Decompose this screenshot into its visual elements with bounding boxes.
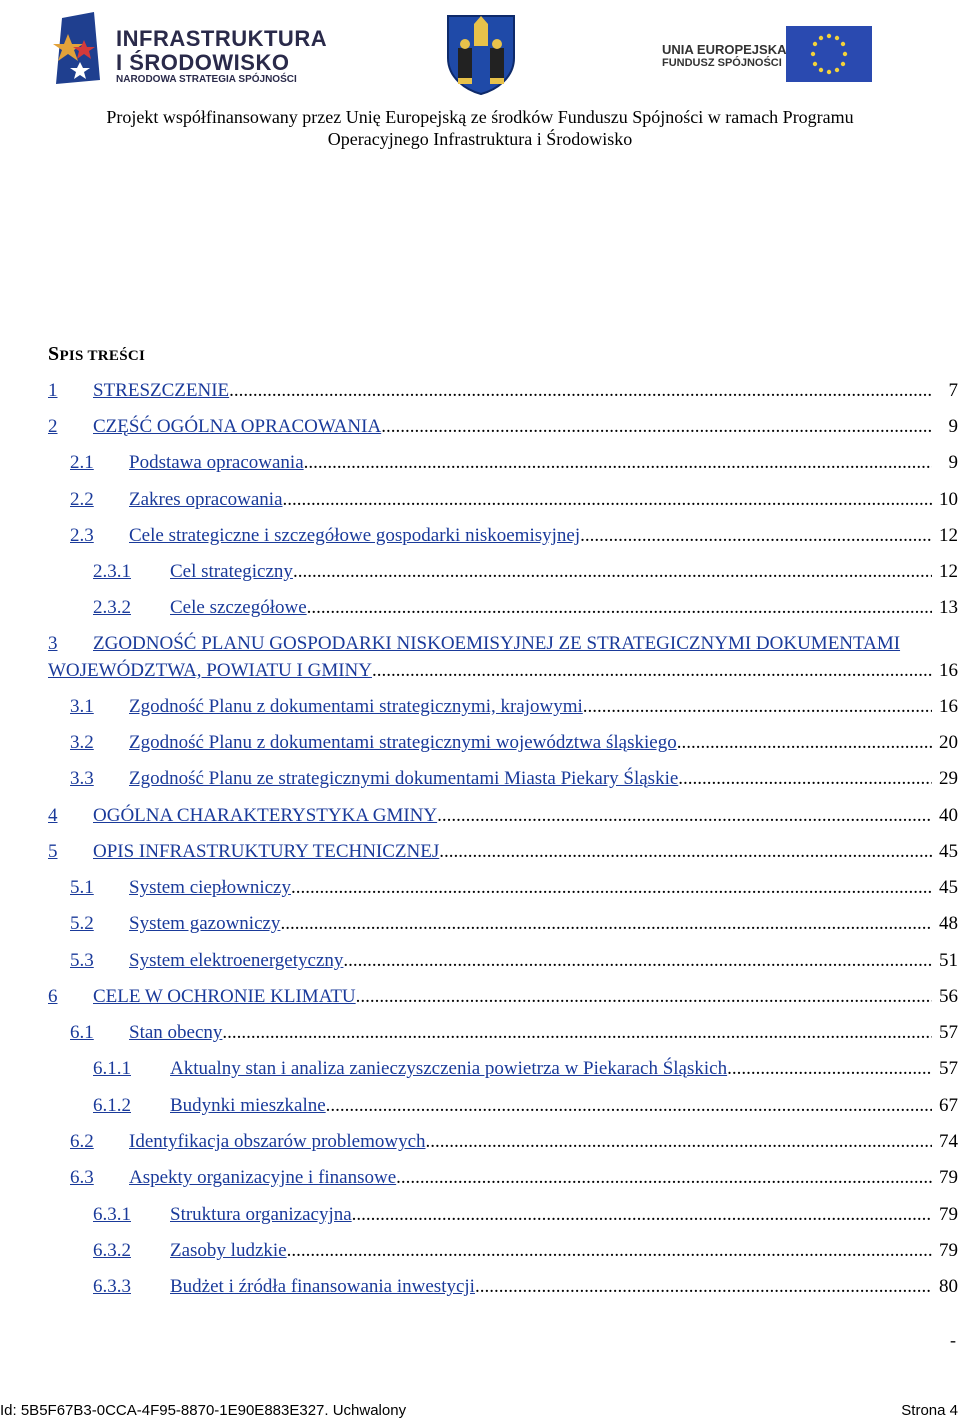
toc-entry-number[interactable]: 4 — [48, 805, 58, 826]
toc-entry-page: 57 — [939, 1022, 958, 1043]
toc-dot-leader — [343, 949, 932, 973]
toc-entry-number[interactable]: 3 — [48, 633, 58, 654]
toc-entry[interactable] — [48, 912, 958, 936]
toc-entry-number[interactable]: 5.1 — [70, 877, 94, 898]
toc-entry-number[interactable]: 1 — [48, 380, 58, 401]
toc-entry-page: 12 — [939, 525, 958, 546]
logo-right-line2: FUNDUSZ SPÓJNOŚCI — [662, 57, 782, 69]
toc-entry-number[interactable]: 6.1.2 — [93, 1095, 131, 1116]
toc-entry[interactable] — [48, 1021, 958, 1045]
toc-entry-title[interactable]: Cel strategiczny — [170, 561, 293, 582]
toc-entry[interactable] — [48, 876, 958, 900]
toc-entry-title[interactable]: Budżet i źródła finansowania inwestycji — [170, 1276, 475, 1297]
toc-entry-page: 20 — [939, 732, 958, 753]
toc-entry-title-wrap[interactable] — [129, 1130, 932, 1154]
toc-entry-number[interactable]: 2.1 — [70, 452, 94, 473]
toc-dot-leader — [352, 1203, 932, 1227]
toc-entry-title[interactable]: CELE W OCHRONIE KLIMATU — [93, 986, 356, 1007]
cofinancing-line2: Operacyjnego Infrastruktura i Środowisko — [327, 129, 633, 149]
toc-entry[interactable] — [48, 596, 958, 620]
toc-dot-leader — [307, 596, 932, 620]
toc-entry-title[interactable]: CZĘŚĆ OGÓLNA OPRACOWANIA — [93, 416, 382, 437]
toc-entry-title-wrap[interactable] — [170, 1239, 932, 1263]
toc-entry-page: 79 — [939, 1167, 958, 1188]
toc-entry[interactable] — [48, 524, 958, 548]
toc-entry[interactable] — [48, 1203, 958, 1227]
toc-dot-leader — [677, 731, 932, 755]
eu-flag-icon — [786, 26, 872, 82]
toc-entry-title-wrap[interactable] — [129, 949, 932, 973]
toc-entry[interactable] — [48, 1094, 958, 1118]
toc-entry[interactable] — [48, 1057, 958, 1081]
toc-heading — [48, 343, 145, 366]
toc-entry-page: 16 — [939, 696, 958, 717]
toc-entry-title[interactable]: System gazowniczy — [129, 913, 281, 934]
toc-entry[interactable] — [48, 415, 958, 439]
toc-entry[interactable] — [48, 804, 958, 828]
toc-entry-page: 10 — [939, 489, 958, 510]
toc-entry-number[interactable]: 5.2 — [70, 913, 94, 934]
toc-entry-title-wrap[interactable] — [170, 560, 932, 584]
toc-entry-page: 16 — [939, 660, 958, 681]
toc-entry-number[interactable]: 5 — [48, 841, 58, 862]
toc-dot-leader — [222, 1021, 932, 1045]
toc-entry-number[interactable]: 2.3 — [70, 525, 94, 546]
toc-entry-number[interactable]: 2.2 — [70, 489, 94, 510]
toc-entry-page: 67 — [939, 1095, 958, 1116]
toc-dot-leader — [396, 1166, 932, 1190]
toc-entry-page: 57 — [939, 1058, 958, 1079]
nss-star-icon — [50, 10, 110, 86]
toc-entry-title[interactable]: System elektroenergetyczny — [129, 950, 344, 971]
toc-entry-title[interactable]: System ciepłowniczy — [129, 877, 291, 898]
page-dash: - — [950, 1330, 956, 1350]
toc-heading-rest: PIS TREŚCI — [59, 348, 146, 364]
toc-entry-title[interactable]: Stan obecny — [129, 1022, 223, 1043]
toc-entry-line[interactable] — [48, 632, 958, 656]
toc-entry-title[interactable]: Budynki mieszkalne — [170, 1095, 326, 1116]
toc-entry-title[interactable]: Cele strategiczne i szczegółowe gospodarki niskoemisyjnej — [129, 525, 581, 546]
toc-heading-first: S — [48, 343, 60, 365]
toc-entry-number[interactable]: 6.3.3 — [93, 1276, 131, 1297]
toc-entry-title-wrap[interactable] — [129, 767, 932, 791]
toc-entry-title[interactable]: Podstawa opracowania — [129, 452, 304, 473]
toc-entry-title[interactable]: WOJEWÓDZTWA, POWIATU I GMINY — [48, 660, 372, 681]
toc-entry-page: 13 — [939, 597, 958, 618]
infrastruktura-logo — [50, 6, 328, 90]
document-id: Id: 5B5F67B3-0CCA-4F95-8870-1E90E883E327. Uchwalony — [0, 1402, 407, 1419]
toc-dot-leader — [426, 1130, 932, 1154]
toc-entry-title-wrap[interactable] — [129, 451, 932, 475]
toc-entry[interactable] — [48, 1130, 958, 1154]
toc-entry-title[interactable]: Aktualny stan i analiza zanieczyszczenia powietrza w Piekarach Śląskich — [170, 1058, 728, 1079]
toc-entry-title[interactable]: ZGODNOŚĆ PLANU GOSPODARKI NISKOEMISYJNEJ ZE STRATEGICZNYMI DOKUMENTAMI — [93, 633, 901, 654]
toc-entry-title[interactable]: Zgodność Planu z dokumentami strategicznymi województwa śląskiego — [129, 732, 677, 753]
toc-entry-title[interactable]: STRESZCZENIE — [93, 380, 230, 401]
toc-entry[interactable] — [48, 1275, 958, 1299]
toc-dot-leader — [580, 524, 932, 548]
toc-dot-leader — [475, 1275, 932, 1299]
toc-entry-title-wrap[interactable] — [170, 596, 932, 620]
toc-entry[interactable] — [48, 451, 958, 475]
toc-entry-title-wrap[interactable] — [93, 804, 932, 828]
toc-dot-leader — [326, 1094, 932, 1118]
toc-entry-number[interactable]: 5.3 — [70, 950, 94, 971]
toc-entry-page: 29 — [939, 768, 958, 789]
toc-entry-page: 79 — [939, 1204, 958, 1225]
cofinancing-note — [0, 106, 960, 150]
toc-entry-title[interactable]: Aspekty organizacyjne i finansowe — [129, 1167, 397, 1188]
logo-right-line1: UNIA EUROPEJSKA — [662, 42, 787, 57]
toc-entry-page: 51 — [939, 950, 958, 971]
toc-entry-title-wrap[interactable] — [93, 379, 932, 403]
toc-entry-title-wrap[interactable] — [129, 695, 932, 719]
toc-entry-title[interactable]: Zasoby ludzkie — [170, 1240, 287, 1261]
toc-entry-title-wrap[interactable] — [129, 731, 932, 755]
toc-dot-leader — [372, 659, 932, 683]
toc-entry-title[interactable]: Zgodność Planu z dokumentami strategicznymi, krajowymi — [129, 696, 583, 717]
toc-dot-leader — [439, 840, 932, 864]
toc-entry-page: 80 — [939, 1276, 958, 1297]
toc-entry[interactable] — [48, 560, 958, 584]
toc-entry-title[interactable]: Zgodność Planu ze strategicznymi dokumentami Miasta Piekary Śląskie — [129, 768, 679, 789]
toc-entry-title-wrap[interactable] — [93, 840, 932, 864]
toc-entry-title-wrap[interactable] — [129, 1021, 932, 1045]
toc-entry-title-wrap[interactable] — [129, 488, 932, 512]
logo-left-line3: NARODOWA STRATEGIA SPÓJNOŚCI — [116, 74, 297, 85]
toc-entry-title[interactable]: Zakres opracowania — [129, 489, 283, 510]
toc-entry-page: 45 — [939, 841, 958, 862]
toc-dot-leader — [291, 876, 932, 900]
toc-dot-leader — [727, 1057, 932, 1081]
toc-entry-title[interactable]: Identyfikacja obszarów problemowych — [129, 1131, 426, 1152]
toc-entry-number[interactable]: 6.3.2 — [93, 1240, 131, 1261]
toc-entry-title[interactable]: Struktura organizacyjna — [170, 1204, 352, 1225]
toc-entry-page: 45 — [939, 877, 958, 898]
toc-entry-number[interactable]: 3.2 — [70, 732, 94, 753]
toc-entry-page: 79 — [939, 1240, 958, 1261]
toc-entry[interactable] — [48, 840, 958, 864]
toc-dot-leader — [280, 912, 932, 936]
toc-entry-title-wrap[interactable] — [129, 876, 932, 900]
toc-entry-page: 9 — [948, 452, 958, 473]
toc-dot-leader — [283, 488, 932, 512]
toc-entry[interactable] — [48, 379, 958, 403]
toc-entry-number[interactable]: 6.2 — [70, 1131, 94, 1152]
toc-entry[interactable] — [48, 949, 958, 973]
toc-entry-title[interactable]: Cele szczegółowe — [170, 597, 307, 618]
toc-dot-leader — [381, 415, 932, 439]
toc-entry-number[interactable]: 6.3 — [70, 1167, 94, 1188]
toc-dot-leader — [293, 560, 932, 584]
toc-entry[interactable] — [48, 767, 958, 791]
toc-entry-number[interactable]: 6 — [48, 986, 58, 1007]
toc-entry-title-wrap[interactable] — [48, 659, 932, 683]
toc-dot-leader — [678, 767, 932, 791]
eu-logo — [662, 26, 874, 84]
toc-entry-title-wrap[interactable] — [129, 912, 932, 936]
city-crest-icon — [444, 14, 518, 96]
toc-entry[interactable] — [48, 1239, 958, 1263]
toc-dot-leader — [304, 451, 932, 475]
toc-entry-title[interactable]: OPIS INFRASTRUKTURY TECHNICZNEJ — [93, 841, 440, 862]
logo-left-line1: INFRASTRUKTURA — [116, 26, 328, 51]
toc-dot-leader — [229, 379, 932, 403]
toc-entry-page: 74 — [939, 1131, 958, 1152]
toc-entry-title[interactable]: OGÓLNA CHARAKTERYSTYKA GMINY — [93, 805, 438, 826]
toc-dot-leader — [583, 695, 932, 719]
toc-entry-title-wrap[interactable] — [129, 524, 932, 548]
toc-entry-title-wrap[interactable] — [170, 1275, 932, 1299]
toc-entry[interactable] — [48, 985, 958, 1009]
toc-entry-page: 9 — [948, 416, 958, 437]
logo-left-line2: I ŚRODOWISKO — [116, 50, 290, 75]
toc-entry-number[interactable]: 6.1.1 — [93, 1058, 131, 1079]
toc-entry-number[interactable]: 2 — [48, 416, 58, 437]
toc-entry-title-wrap[interactable] — [93, 985, 932, 1009]
toc-dot-leader — [437, 804, 932, 828]
toc-entry-number[interactable]: 6.3.1 — [93, 1204, 131, 1225]
toc-dot-leader — [287, 1239, 932, 1263]
toc-dot-leader — [356, 985, 932, 1009]
toc-entry-page: 48 — [939, 913, 958, 934]
toc-entry-title-wrap[interactable] — [129, 1166, 932, 1190]
cofinancing-line1: Projekt współfinansowany przez Unię Europejską ze środków Funduszu Spójności w ramach Programu — [106, 107, 854, 127]
toc-entry-number[interactable]: 3.3 — [70, 768, 94, 789]
toc-entry-title-wrap[interactable] — [170, 1094, 932, 1118]
toc-entry-page: 40 — [939, 805, 958, 826]
toc-entry[interactable] — [48, 731, 958, 755]
toc-entry-number[interactable]: 2.3.1 — [93, 561, 131, 582]
page-number: Strona 4 — [901, 1402, 958, 1419]
toc-entry-title-wrap[interactable] — [170, 1203, 932, 1227]
toc-entry-number[interactable]: 2.3.2 — [93, 597, 131, 618]
toc-entry-number[interactable]: 3.1 — [70, 696, 94, 717]
toc-entry-page: 56 — [939, 986, 958, 1007]
toc-entry-page: 7 — [948, 380, 958, 401]
toc-entry[interactable] — [48, 488, 958, 512]
toc-entry-title-wrap[interactable] — [93, 415, 932, 439]
logo-bar — [0, 0, 960, 100]
toc-entry[interactable] — [48, 695, 958, 719]
toc-entry-page: 12 — [939, 561, 958, 582]
toc-entry-title-wrap[interactable] — [170, 1057, 932, 1081]
toc-entry-number[interactable]: 6.1 — [70, 1022, 94, 1043]
toc-entry[interactable] — [48, 659, 958, 683]
toc-entry[interactable] — [48, 1166, 958, 1190]
